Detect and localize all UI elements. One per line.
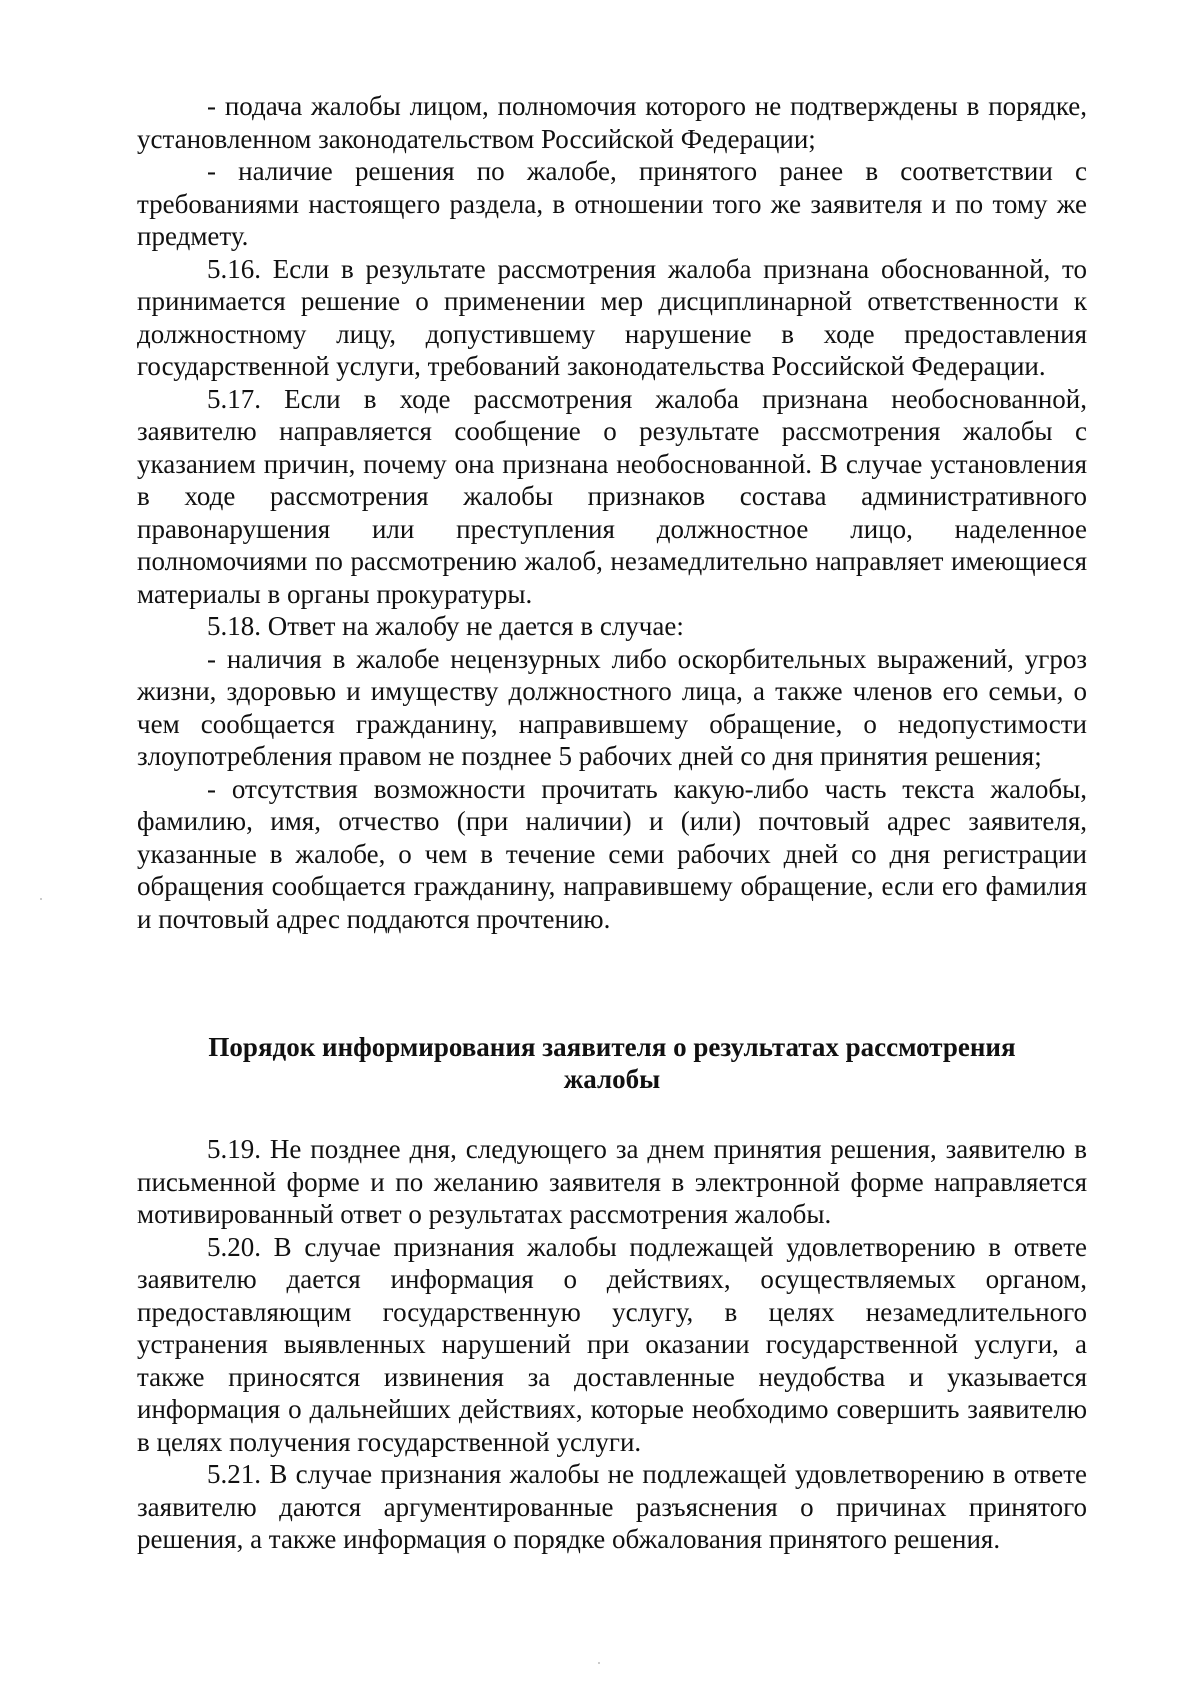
section-heading-line-2: жалобы: [563, 1064, 661, 1094]
paragraph-5-19: 5.19. Не позднее дня, следующего за днем принятия решения, заявителю в письменной форме и по желанию заявителя в электронной форме направляется мотивированный ответ о результатах рассмотрения жалобы.: [137, 1134, 1087, 1229]
paragraph-5-21: 5.21. В случае признания жалобы не подлежащей удовлетворению в ответе заявителю даются аргументированные разъяснения о причинах принятого решения, а также информация о порядке обжалования принятого решения.: [137, 1459, 1087, 1554]
body-text-bottom: [137, 1133, 1087, 1556]
scan-speck: [40, 898, 42, 900]
paragraph-5-17: 5.17. Если в ходе рассмотрения жалоба признана необоснованной, заявителю направляется сообщение о результате рассмотрения жалобы с указанием причин, почему она признана необоснованной. В случае установления в ходе рассмотрения жалобы признаков состава административного правонарушения или преступления должностное лицо, наделенное полномочиями по рассмотрению жалоб, незамедлительно направляет имеющиеся материалы в органы прокуратуры.: [137, 383, 1087, 609]
section-heading-line-1: Порядок информирования заявителя о результатах рассмотрения: [208, 1032, 1016, 1062]
scan-speck: [598, 1662, 600, 1664]
paragraph-item-refusal-prior-decision: - наличие решения по жалобе, принятого ранее в соответствии с требованиями настоящего раздела, в отношении того же заявителя и по тому же предмету.: [137, 156, 1087, 251]
paragraph-5-16: 5.16. Если в результате рассмотрения жалоба признана обоснованной, то принимается решение о применении мер дисциплинарной ответственности к должностному лицу, допустившему нарушение в ходе предоставления государственной услуги, требований законодательства Российской Федерации.: [137, 253, 1087, 381]
section-heading: [137, 1031, 1087, 1095]
paragraph-item-offensive-language: - наличия в жалобе нецензурных либо оскорбительных выражений, угроз жизни, здоровью и имуществу должностного лица, а также членов его семьи, о чем сообщается гражданину, направившему обращение, о недопустимости злоупотребления правом не позднее 5 рабочих дней со дня принятия решения;: [137, 643, 1087, 771]
paragraph-item-unreadable-text: - отсутствия возможности прочитать какую-либо часть текста жалобы, фамилию, имя, отчество (при наличии) и (или) почтовый адрес заявителя, указанные в жалобе, о чем в течение семи рабочих дней со дня регистрации обращения сообщается гражданину, направившему обращение, если его фамилия и почтовый адрес поддаются прочтению.: [137, 773, 1087, 934]
paragraph-5-20: 5.20. В случае признания жалобы подлежащей удовлетворению в ответе заявителю дается информация о действиях, осуществляемых органом, предоставляющим государственную услугу, в целях незамедлительного устранения выявленных нарушений при оказании государственной услуги, а также приносятся извинения за доставленные неудобства и указывается информация о дальнейших действиях, которые необходимо совершить заявителю в целях получения государственной услуги.: [137, 1231, 1087, 1457]
body-text-top: [137, 90, 1087, 935]
paragraph-5-18: 5.18. Ответ на жалобу не дается в случае:: [207, 611, 684, 641]
paragraph-item-refusal-authority: - подача жалобы лицом, полномочия которого не подтверждены в порядке, установленном законодательством Российской Федерации;: [137, 91, 1087, 154]
